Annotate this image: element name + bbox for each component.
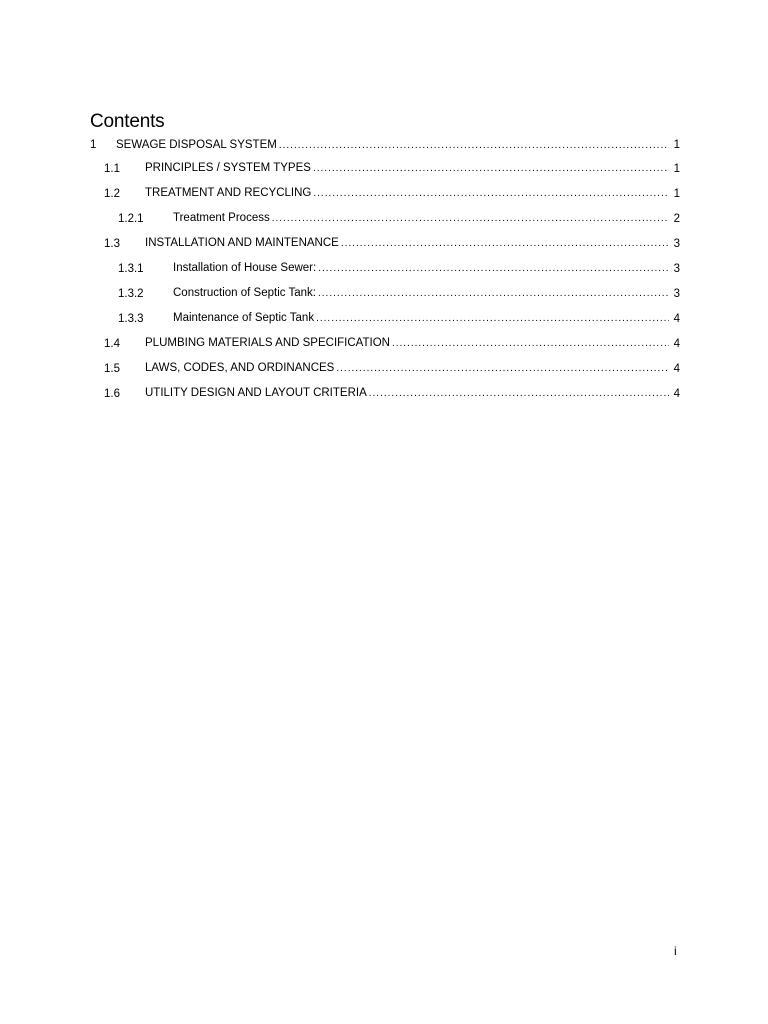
toc-entry-title: UTILITY DESIGN AND LAYOUT CRITERIA xyxy=(145,387,367,399)
dot-leader xyxy=(313,187,669,201)
dot-leader xyxy=(336,362,669,376)
toc-entry-page: 2 xyxy=(673,212,680,225)
toc-entry-title: TREATMENT AND RECYCLING xyxy=(145,187,312,199)
toc-entry-number: 1.5 xyxy=(104,362,120,375)
toc-entry-1-6[interactable] xyxy=(90,381,680,406)
toc-entry-number: 1.2.1 xyxy=(118,212,144,225)
toc-entry-number: 1.6 xyxy=(104,387,120,400)
toc-entry-1-4[interactable] xyxy=(90,331,680,356)
table-of-contents xyxy=(90,134,680,406)
toc-entry-title: PRINCIPLES / SYSTEM TYPES xyxy=(145,162,311,174)
dot-leader xyxy=(279,139,669,153)
toc-entry-1-5[interactable] xyxy=(90,356,680,381)
toc-heading: Contents xyxy=(90,111,165,132)
dot-leader xyxy=(392,337,669,351)
toc-entry-page: 4 xyxy=(673,337,680,350)
toc-entry-1-2[interactable] xyxy=(90,181,680,206)
toc-entry-title: PLUMBING MATERIALS AND SPECIFICATION xyxy=(145,337,390,349)
dot-leader xyxy=(316,312,669,326)
toc-entry-1-3-1[interactable] xyxy=(90,256,680,281)
toc-entry-1-3[interactable] xyxy=(90,231,680,256)
dot-leader xyxy=(313,162,669,176)
toc-entry-number: 1.3.1 xyxy=(118,262,144,275)
toc-entry-title: Treatment Process xyxy=(173,212,270,224)
toc-entry-page: 1 xyxy=(673,139,680,151)
toc-entry-page: 3 xyxy=(673,262,680,275)
toc-entry-1-3-2[interactable] xyxy=(90,281,680,306)
toc-entry-1-1[interactable] xyxy=(90,156,680,181)
toc-entry-1-3-3[interactable] xyxy=(90,306,680,331)
toc-entry-title: INSTALLATION AND MAINTENANCE xyxy=(145,237,339,249)
dot-leader xyxy=(341,237,669,251)
toc-entry-page: 4 xyxy=(673,362,680,375)
toc-entry-page: 4 xyxy=(673,312,680,325)
toc-entry-1[interactable] xyxy=(90,134,680,156)
toc-entry-title: LAWS, CODES, AND ORDINANCES xyxy=(145,362,335,374)
toc-entry-page: 4 xyxy=(673,387,680,400)
toc-entry-number: 1.3.2 xyxy=(118,287,144,300)
toc-entry-page: 3 xyxy=(673,237,680,250)
toc-entry-number: 1.2 xyxy=(104,187,120,200)
toc-entry-number: 1.3.3 xyxy=(118,312,144,325)
toc-entry-title: Installation of House Sewer: xyxy=(173,262,317,274)
toc-entry-1-2-1[interactable] xyxy=(90,206,680,231)
footer-page-number: i xyxy=(674,944,677,958)
toc-entry-page: 3 xyxy=(673,287,680,300)
toc-entry-number: 1.3 xyxy=(104,237,120,250)
dot-leader xyxy=(318,262,669,276)
toc-entry-title: Maintenance of Septic Tank xyxy=(173,312,315,324)
toc-entry-number: 1.4 xyxy=(104,337,120,350)
toc-entry-title: SEWAGE DISPOSAL SYSTEM xyxy=(116,138,277,151)
dot-leader xyxy=(272,212,669,226)
toc-entry-number: 1 xyxy=(90,139,97,151)
dot-leader xyxy=(318,287,669,301)
dot-leader xyxy=(369,387,669,401)
toc-entry-number: 1.1 xyxy=(104,162,120,175)
toc-entry-title: Construction of Septic Tank: xyxy=(173,287,316,299)
toc-entry-page: 1 xyxy=(673,187,680,200)
toc-entry-page: 1 xyxy=(673,162,680,175)
